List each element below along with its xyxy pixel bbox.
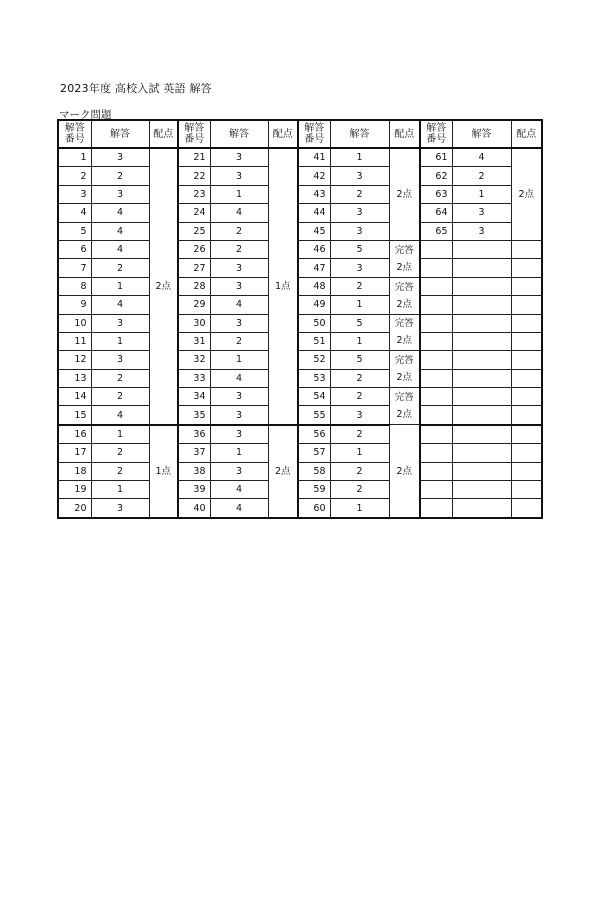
answer-number: 14 bbox=[58, 388, 91, 406]
points-cell bbox=[389, 351, 420, 388]
points-value: 1点 bbox=[155, 465, 172, 477]
answer-number: 19 bbox=[58, 481, 91, 499]
answer-value: 3 bbox=[210, 167, 268, 185]
answer-value bbox=[452, 388, 511, 406]
header-number-line1: 解答 bbox=[304, 123, 325, 134]
header-number-line1: 解答 bbox=[426, 123, 447, 134]
points-value: 2点 bbox=[396, 465, 413, 477]
answer-value: 1 bbox=[330, 332, 389, 350]
answer-number: 21 bbox=[178, 148, 210, 167]
answer-number: 53 bbox=[298, 369, 330, 387]
table-row bbox=[58, 499, 542, 518]
points-cell bbox=[511, 240, 542, 258]
answer-value: 2 bbox=[330, 425, 389, 444]
section-label: マーク問題 bbox=[59, 109, 112, 121]
points-value: 2点 bbox=[396, 261, 413, 273]
answer-number: 15 bbox=[58, 406, 91, 425]
answer-value: 3 bbox=[210, 314, 268, 332]
answer-number: 26 bbox=[178, 240, 210, 258]
answer-value: 3 bbox=[452, 204, 511, 222]
points-cell bbox=[389, 240, 420, 277]
answer-number bbox=[420, 425, 452, 444]
points-cell bbox=[511, 277, 542, 295]
answer-value: 2 bbox=[91, 369, 149, 387]
header-number-line2: 番号 bbox=[426, 134, 447, 145]
table-row bbox=[58, 296, 542, 314]
points-cell bbox=[389, 277, 420, 314]
answer-table bbox=[57, 119, 543, 519]
answer-number: 3 bbox=[58, 185, 91, 203]
answer-number: 47 bbox=[298, 259, 330, 277]
answer-value: 3 bbox=[91, 499, 149, 518]
header-number-line1: 解答 bbox=[184, 123, 205, 134]
points-value: 2点 bbox=[396, 372, 413, 384]
answer-value: 4 bbox=[210, 204, 268, 222]
table-row bbox=[58, 185, 542, 203]
answer-value: 3 bbox=[330, 167, 389, 185]
answer-value: 2 bbox=[210, 222, 268, 240]
answer-number bbox=[420, 351, 452, 369]
points-cell bbox=[268, 425, 298, 518]
table-row bbox=[58, 167, 542, 185]
answer-value: 3 bbox=[210, 259, 268, 277]
table-row bbox=[58, 204, 542, 222]
table-row bbox=[58, 332, 542, 350]
answer-value bbox=[452, 296, 511, 314]
header-answer: 解答 bbox=[91, 120, 149, 148]
answer-number: 54 bbox=[298, 388, 330, 406]
answer-value: 2 bbox=[330, 185, 389, 203]
table-row bbox=[58, 481, 542, 499]
answer-number: 42 bbox=[298, 167, 330, 185]
answer-value: 4 bbox=[210, 481, 268, 499]
answer-value: 3 bbox=[452, 222, 511, 240]
answer-number bbox=[420, 259, 452, 277]
answer-number: 30 bbox=[178, 314, 210, 332]
points-cell bbox=[511, 444, 542, 462]
answer-value: 2 bbox=[91, 388, 149, 406]
answer-number: 35 bbox=[178, 406, 210, 425]
points-cell bbox=[511, 259, 542, 277]
answer-value: 3 bbox=[330, 222, 389, 240]
answer-number: 40 bbox=[178, 499, 210, 518]
table-row bbox=[58, 259, 542, 277]
points-complete-label: 完答 bbox=[394, 281, 414, 293]
answer-value: 5 bbox=[330, 240, 389, 258]
answer-value: 3 bbox=[210, 462, 268, 480]
points-cell bbox=[511, 314, 542, 332]
answer-number: 33 bbox=[178, 369, 210, 387]
answer-number: 44 bbox=[298, 204, 330, 222]
table-row bbox=[58, 425, 542, 444]
answer-number: 37 bbox=[178, 444, 210, 462]
answer-value: 2 bbox=[91, 462, 149, 480]
header-number bbox=[298, 120, 330, 148]
answer-number: 56 bbox=[298, 425, 330, 444]
answer-number bbox=[420, 314, 452, 332]
answer-number: 2 bbox=[58, 167, 91, 185]
answer-number: 27 bbox=[178, 259, 210, 277]
answer-value: 4 bbox=[91, 406, 149, 425]
header-row bbox=[58, 120, 542, 148]
points-cell bbox=[511, 388, 542, 406]
answer-value bbox=[452, 481, 511, 499]
answer-number bbox=[420, 444, 452, 462]
points-complete-label: 完答 bbox=[394, 318, 414, 330]
answer-number: 65 bbox=[420, 222, 452, 240]
points-cell bbox=[511, 481, 542, 499]
header-number-line1: 解答 bbox=[64, 123, 85, 134]
answer-value: 1 bbox=[91, 277, 149, 295]
answer-number: 52 bbox=[298, 351, 330, 369]
answer-value: 2 bbox=[330, 462, 389, 480]
points-cell bbox=[511, 296, 542, 314]
answer-number bbox=[420, 462, 452, 480]
answer-number: 50 bbox=[298, 314, 330, 332]
header-number bbox=[178, 120, 210, 148]
answer-number bbox=[420, 369, 452, 387]
answer-value: 3 bbox=[91, 185, 149, 203]
header-answer: 解答 bbox=[210, 120, 268, 148]
answer-number bbox=[420, 277, 452, 295]
answer-value: 4 bbox=[452, 148, 511, 167]
points-value: 2点 bbox=[396, 409, 413, 421]
answer-number: 43 bbox=[298, 185, 330, 203]
answer-number: 28 bbox=[178, 277, 210, 295]
answer-number bbox=[420, 499, 452, 518]
points-cell bbox=[511, 148, 542, 240]
answer-number: 22 bbox=[178, 167, 210, 185]
answer-number: 59 bbox=[298, 481, 330, 499]
answer-number: 23 bbox=[178, 185, 210, 203]
answer-value bbox=[452, 499, 511, 518]
header-answer: 解答 bbox=[330, 120, 389, 148]
answer-value: 2 bbox=[91, 259, 149, 277]
table-row bbox=[58, 351, 542, 369]
answer-value: 2 bbox=[91, 167, 149, 185]
answer-value: 3 bbox=[330, 204, 389, 222]
answer-number: 20 bbox=[58, 499, 91, 518]
points-value: 2点 bbox=[274, 465, 291, 477]
answer-value: 1 bbox=[452, 185, 511, 203]
answer-number: 63 bbox=[420, 185, 452, 203]
points-cell bbox=[389, 425, 420, 518]
answer-number bbox=[420, 296, 452, 314]
answer-number: 16 bbox=[58, 425, 91, 444]
points-cell bbox=[149, 425, 178, 518]
answer-number: 31 bbox=[178, 332, 210, 350]
answer-value bbox=[452, 240, 511, 258]
answer-value bbox=[452, 351, 511, 369]
points-complete-label: 完答 bbox=[394, 355, 414, 367]
table-row bbox=[58, 462, 542, 480]
answer-value bbox=[452, 259, 511, 277]
answer-value: 1 bbox=[91, 425, 149, 444]
table-row bbox=[58, 388, 542, 406]
answer-number: 4 bbox=[58, 204, 91, 222]
points-cell bbox=[268, 148, 298, 425]
points-cell bbox=[149, 148, 178, 425]
answer-number bbox=[420, 388, 452, 406]
table-row bbox=[58, 277, 542, 295]
answer-number: 24 bbox=[178, 204, 210, 222]
answer-value bbox=[452, 406, 511, 425]
answer-value: 4 bbox=[210, 369, 268, 387]
answer-value: 3 bbox=[91, 148, 149, 167]
answer-number: 32 bbox=[178, 351, 210, 369]
table-row bbox=[58, 314, 542, 332]
answer-number: 58 bbox=[298, 462, 330, 480]
answer-value: 4 bbox=[91, 222, 149, 240]
answer-number: 36 bbox=[178, 425, 210, 444]
answer-number: 12 bbox=[58, 351, 91, 369]
answer-number: 64 bbox=[420, 204, 452, 222]
answer-number: 7 bbox=[58, 259, 91, 277]
answer-number: 51 bbox=[298, 332, 330, 350]
answer-number: 48 bbox=[298, 277, 330, 295]
header-points: 配点 bbox=[149, 120, 178, 148]
answer-number: 39 bbox=[178, 481, 210, 499]
answer-value: 2 bbox=[330, 369, 389, 387]
answer-value: 2 bbox=[330, 388, 389, 406]
answer-value: 3 bbox=[210, 425, 268, 444]
answer-value: 1 bbox=[91, 481, 149, 499]
answer-value: 4 bbox=[210, 499, 268, 518]
answer-value: 3 bbox=[210, 277, 268, 295]
answer-value: 2 bbox=[210, 332, 268, 350]
answer-number: 55 bbox=[298, 406, 330, 425]
answer-number: 38 bbox=[178, 462, 210, 480]
answer-value: 3 bbox=[91, 351, 149, 369]
table-row bbox=[58, 240, 542, 258]
answer-value: 5 bbox=[330, 314, 389, 332]
points-cell bbox=[511, 425, 542, 444]
answer-number: 49 bbox=[298, 296, 330, 314]
answer-number: 11 bbox=[58, 332, 91, 350]
answer-value bbox=[452, 369, 511, 387]
answer-value: 2 bbox=[330, 481, 389, 499]
answer-number bbox=[420, 481, 452, 499]
points-cell bbox=[511, 499, 542, 518]
answer-value bbox=[452, 277, 511, 295]
answer-value: 2 bbox=[452, 167, 511, 185]
answer-value: 4 bbox=[91, 296, 149, 314]
answer-number: 17 bbox=[58, 444, 91, 462]
answer-number: 5 bbox=[58, 222, 91, 240]
points-value: 1点 bbox=[274, 280, 291, 292]
header-number-line2: 番号 bbox=[304, 134, 325, 145]
points-value: 2点 bbox=[518, 188, 535, 200]
answer-value: 1 bbox=[330, 296, 389, 314]
answer-value: 1 bbox=[330, 444, 389, 462]
points-cell bbox=[511, 369, 542, 387]
answer-value bbox=[452, 425, 511, 444]
points-value: 2点 bbox=[396, 335, 413, 347]
answer-value: 2 bbox=[210, 240, 268, 258]
answer-number bbox=[420, 240, 452, 258]
answer-number: 29 bbox=[178, 296, 210, 314]
answer-value: 1 bbox=[91, 332, 149, 350]
points-cell bbox=[511, 351, 542, 369]
answer-value: 1 bbox=[330, 499, 389, 518]
answer-number: 8 bbox=[58, 277, 91, 295]
header-points: 配点 bbox=[268, 120, 298, 148]
table-row bbox=[58, 148, 542, 167]
answer-number: 62 bbox=[420, 167, 452, 185]
answer-number: 57 bbox=[298, 444, 330, 462]
points-cell bbox=[389, 314, 420, 351]
points-cell bbox=[389, 388, 420, 425]
answer-value bbox=[452, 444, 511, 462]
answer-number: 45 bbox=[298, 222, 330, 240]
answer-number: 18 bbox=[58, 462, 91, 480]
answer-number: 34 bbox=[178, 388, 210, 406]
answer-number: 41 bbox=[298, 148, 330, 167]
answer-number: 1 bbox=[58, 148, 91, 167]
header-number bbox=[58, 120, 91, 148]
points-cell bbox=[389, 148, 420, 240]
points-value: 2点 bbox=[396, 298, 413, 310]
points-value: 2点 bbox=[155, 280, 172, 292]
answer-value: 4 bbox=[91, 204, 149, 222]
answer-value: 3 bbox=[210, 388, 268, 406]
answer-value: 2 bbox=[91, 444, 149, 462]
answer-number: 9 bbox=[58, 296, 91, 314]
answer-value: 2 bbox=[330, 277, 389, 295]
answer-value: 3 bbox=[91, 314, 149, 332]
header-answer: 解答 bbox=[452, 120, 511, 148]
answer-value: 1 bbox=[210, 444, 268, 462]
answer-number: 13 bbox=[58, 369, 91, 387]
header-points: 配点 bbox=[511, 120, 542, 148]
answer-value: 3 bbox=[210, 148, 268, 167]
answer-number: 60 bbox=[298, 499, 330, 518]
answer-value bbox=[452, 332, 511, 350]
header-number-line2: 番号 bbox=[184, 134, 205, 145]
table-row bbox=[58, 444, 542, 462]
answer-number bbox=[420, 332, 452, 350]
answer-number: 10 bbox=[58, 314, 91, 332]
table-row bbox=[58, 222, 542, 240]
answer-value: 5 bbox=[330, 351, 389, 369]
answer-number bbox=[420, 406, 452, 425]
points-complete-label: 完答 bbox=[394, 392, 414, 404]
table-row bbox=[58, 406, 542, 425]
answer-number: 46 bbox=[298, 240, 330, 258]
points-value: 2点 bbox=[396, 188, 413, 200]
points-complete-label: 完答 bbox=[394, 244, 414, 256]
answer-value bbox=[452, 462, 511, 480]
header-number-line2: 番号 bbox=[64, 134, 85, 145]
answer-number: 61 bbox=[420, 148, 452, 167]
answer-number: 25 bbox=[178, 222, 210, 240]
answer-value: 1 bbox=[210, 185, 268, 203]
document-title: 2023年度 高校入試 英語 解答 bbox=[60, 82, 212, 95]
points-cell bbox=[511, 406, 542, 425]
answer-value: 4 bbox=[91, 240, 149, 258]
table-row bbox=[58, 369, 542, 387]
points-cell bbox=[511, 332, 542, 350]
points-cell bbox=[511, 462, 542, 480]
answer-value: 3 bbox=[330, 259, 389, 277]
answer-value bbox=[452, 314, 511, 332]
answer-value: 3 bbox=[210, 406, 268, 425]
header-number bbox=[420, 120, 452, 148]
answer-value: 1 bbox=[330, 148, 389, 167]
answer-value: 4 bbox=[210, 296, 268, 314]
answer-value: 3 bbox=[330, 406, 389, 425]
header-points: 配点 bbox=[389, 120, 420, 148]
answer-value: 1 bbox=[210, 351, 268, 369]
answer-number: 6 bbox=[58, 240, 91, 258]
